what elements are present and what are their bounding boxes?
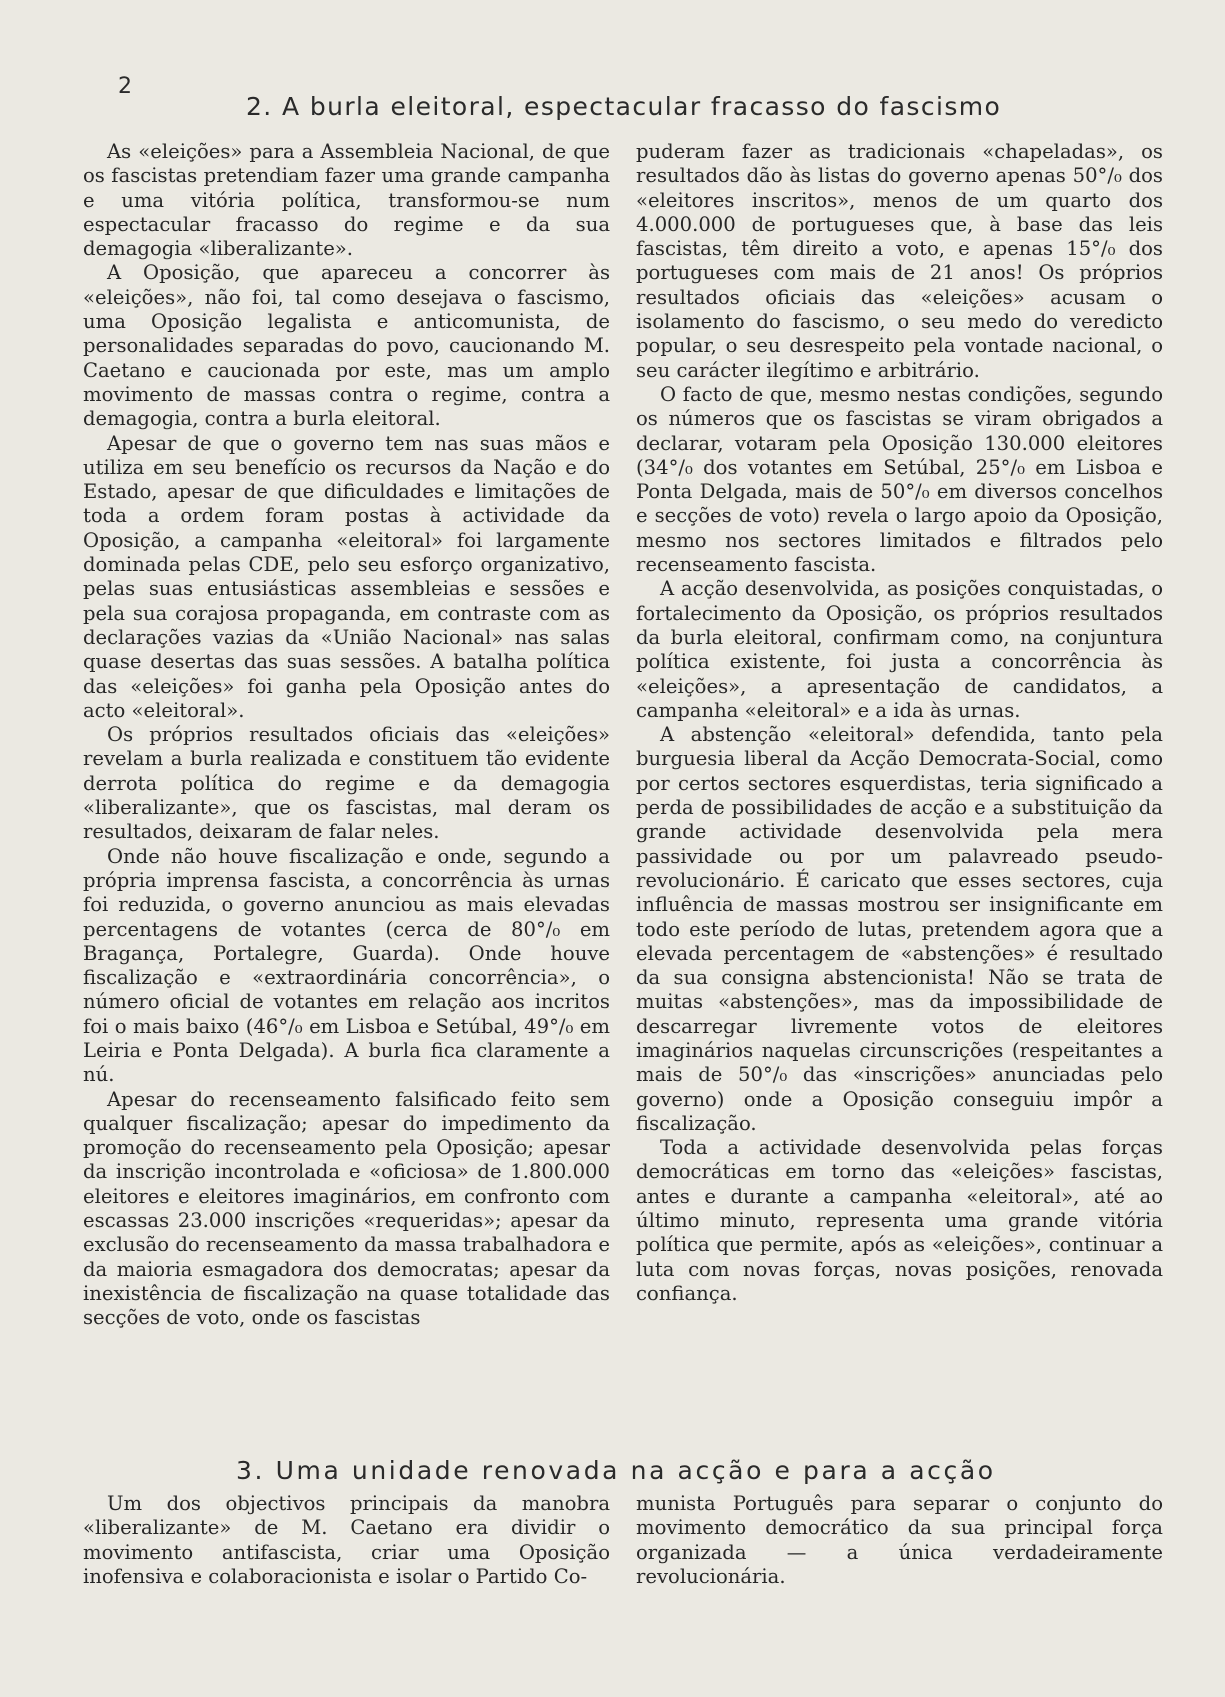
- paragraph: Os próprios resultados oficiais das «eleições» revelam a burla realizada e constituem tão evidente derrota política do regime e da demagogia «liberalizante», que os fascistas, mal deram os resultados, deixaram de falar neles.: [83, 723, 610, 844]
- section-body-burla-eleitoral: [83, 140, 1163, 1390]
- paragraph: O facto de que, mesmo nestas condições, segundo os números que os fascistas se viram obrigados a declarar, votaram pela Oposição 130.000 eleitores (34°/₀ dos votantes em Setúbal, 25°/₀ em Lisboa e Ponta Delgada, mais de 50°/₀ em diversos concelhos e secções de voto) revela o largo apoio da Oposição, mesmo nos sectores limitados e filtrados pelo recenseamento fascista.: [636, 382, 1163, 577]
- paragraph: puderam fazer as tradicionais «chapeladas», os resultados dão às listas do governo apenas 50°/₀ dos «eleitores inscritos», menos de um quarto dos 4.000.000 de portugueses que, à base das leis fascistas, têm direito a voto, e apenas 15°/₀ dos portugueses com mais de 21 anos! Os próprios resultados oficiais das «eleições» acusam o isolamento do fascismo, o seu medo do veredicto popular, o seu desrespeito pela vontade nacional, o seu carácter ilegítimo e arbitrário.: [636, 140, 1163, 382]
- right-column: [636, 140, 1163, 1390]
- paragraph: Toda a actividade desenvolvida pelas forças democráticas em torno das «eleições» fascistas, antes e durante a campanha «eleitoral», até ao último minuto, representa uma grande vitória política que permite, após as «eleições», continuar a luta com novas forças, novas posições, renovada confiança.: [636, 1136, 1163, 1305]
- paragraph: A acção desenvolvida, as posições conquistadas, o fortalecimento da Oposição, os próprios resultados da burla eleitoral, confirmam como, na conjuntura política existente, foi justa a concorrência às «eleições», a apresentação de candidatos, a campanha «eleitoral» e a ida às urnas.: [636, 577, 1163, 722]
- section-title-burla-eleitoral: 2. A burla eleitoral, espectacular fracasso do fascismo: [246, 92, 1002, 121]
- paragraph: munista Português para separar o conjunto do movimento democrático da sua principal força organizada — a única verdadeiramente revolucionária.: [636, 1492, 1163, 1588]
- right-column: [636, 1492, 1163, 1592]
- paragraph: Um dos objectivos principais da manobra «liberalizante» de M. Caetano era dividir o movimento antifascista, criar uma Oposição inofensiva e colaboracionista e isolar o Partido Co-: [83, 1492, 610, 1588]
- paragraph: Apesar do recenseamento falsificado feito sem qualquer fiscalização; apesar do impedimento da promoção do recenseamento pela Oposição; apesar da inscrição incontrolada e «oficiosa» de 1.800.000 eleitores e eleitores imaginários, em confronto com escassas 23.000 inscrições «requeridas»; apesar da exclusão do recenseamento da massa trabalhadora e da maioria esmagadora dos democratas; apesar da inexistência de fiscalização na quase totalidade das secções de voto, onde os fascistas: [83, 1087, 610, 1330]
- paragraph: As «eleições» para a Assembleia Nacional, de que os fascistas pretendiam fazer uma grande campanha e uma vitória política, transformou-se num espectacular fracasso do regime e da sua demagogia «liberalizante».: [83, 140, 610, 261]
- paragraph: A Oposição, que apareceu a concorrer às «eleições», não foi, tal como desejava o fascismo, uma Oposição legalista e anticomunista, de personalidades separadas do povo, caucionando M. Caetano e caucionada por este, mas um amplo movimento de massas contra o regime, contra a demagogia, contra a burla eleitoral.: [83, 261, 610, 431]
- paragraph: Apesar de que o governo tem nas suas mãos e utiliza em seu benefício os recursos da Nação e do Estado, apesar de que dificuldades e limitações de toda a ordem foram postas à actividade da Oposição, a campanha «eleitoral» foi largamente dominada pelas CDE, pelo seu esforço organizativo, pelas suas entusiásticas assembleias e sessões e pela sua corajosa propaganda, em contraste com as declarações vazias da «União Nacional» nas salas quase desertas das suas sessões. A batalha política das «eleições» foi ganha pela Oposição antes do acto «eleitoral».: [83, 431, 610, 722]
- left-column: [83, 140, 610, 1390]
- page-number: 2: [118, 74, 132, 99]
- paragraph: A abstenção «eleitoral» defendida, tanto pela burguesia liberal da Acção Democrata-Social, como por certos sectores esquerdistas, teria significado a perda de possibilidades de acção e a substituição da grande actividade desenvolvida pela mera passividade ou por um palavreado pseudo-revolucionário. É caricato que esses sectores, cuja influência de massas mostrou ser insignificante em todo este período de lutas, pretendem agora que a elevada percentagem de «abstenções» é resultado da sua consigna abstencionista! Não se trata de muitas «abstenções», mas da impossibilidade de descarregar livremente votos de eleitores imaginários naquelas circunscrições (respeitantes a mais de 50°/₀ das «inscrições» anunciadas pelo governo) onde a Oposição conseguiu impôr a fiscalização.: [636, 723, 1163, 1135]
- section-title-unidade-renovada: 3. Uma unidade renovada na acção e para a acção: [236, 1456, 996, 1485]
- left-column: [83, 1492, 610, 1592]
- paragraph: Onde não houve fiscalização e onde, segundo a própria imprensa fascista, a concorrência às urnas foi reduzida, o governo anunciou as mais elevadas percentagens de votantes (cerca de 80°/₀ em Bragança, Portalegre, Guarda). Onde houve fiscalização e «extraordinária concorrência», o número oficial de votantes em relação aos incritos foi o mais baixo (46°/₀ em Lisboa e Setúbal, 49°/₀ em Leiria e Ponta Delgada). A burla fica claramente a nú.: [83, 844, 610, 1087]
- section-body-unidade-renovada: [83, 1492, 1163, 1592]
